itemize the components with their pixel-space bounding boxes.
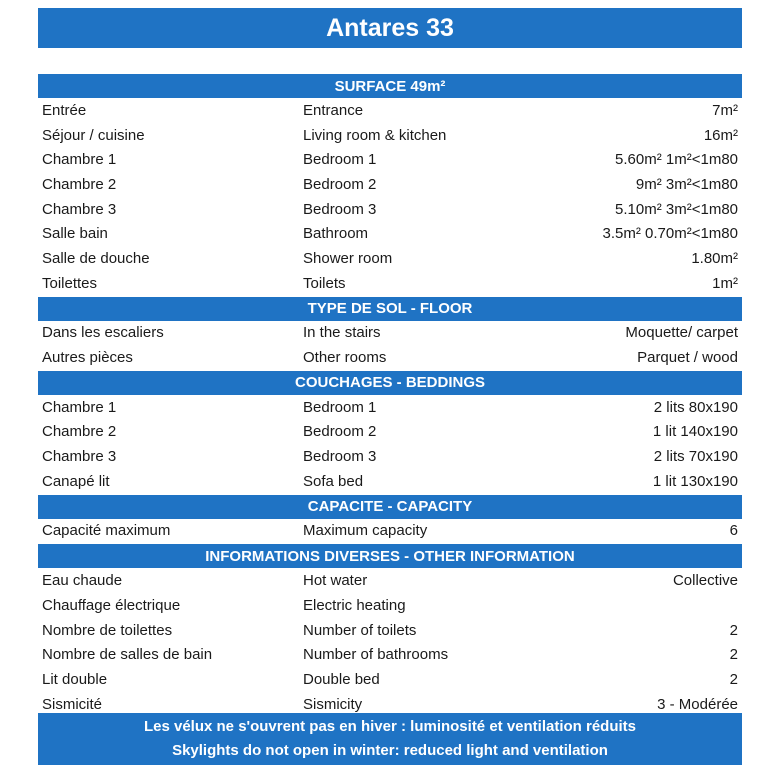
row-value: 2	[729, 646, 738, 664]
label-english: In the stairs	[303, 324, 381, 342]
section-header: CAPACITE - CAPACITY	[38, 494, 742, 519]
label-french: Chambre 2	[42, 175, 117, 193]
skylight-notice	[38, 713, 742, 765]
label-english: Bedroom 3	[303, 448, 377, 466]
label-french: Capacité maximum	[42, 522, 171, 540]
label-french: Eau chaude	[42, 572, 123, 590]
label-english: Bedroom 1	[303, 151, 377, 169]
row-value: 3.5m² 0.70m²<1m80	[602, 225, 738, 243]
table-row	[38, 395, 742, 420]
table-row	[38, 618, 742, 643]
label-english: Bedroom 2	[303, 175, 377, 193]
info-table	[38, 73, 742, 716]
section-header: SURFACE 49m²	[38, 73, 742, 98]
label-english: Double bed	[303, 670, 380, 688]
table-row	[38, 667, 742, 692]
table-row	[38, 568, 742, 593]
table-row	[38, 345, 742, 370]
label-french: Chambre 3	[42, 448, 117, 466]
table-row	[38, 271, 742, 296]
label-english: Bedroom 2	[303, 423, 377, 441]
row-value: 16m²	[703, 126, 738, 144]
row-value: 7m²	[712, 101, 738, 119]
label-french: Autres pièces	[42, 349, 133, 367]
label-english: Shower room	[303, 249, 393, 267]
label-french: Sismicité	[42, 695, 103, 713]
table-row	[38, 221, 742, 246]
label-french: Entrée	[42, 101, 87, 119]
row-value: 1 lit 130x190	[652, 472, 738, 490]
table-row	[38, 642, 742, 667]
table-row	[38, 98, 742, 123]
row-value: 1m²	[712, 274, 738, 292]
table-row	[38, 469, 742, 494]
notice-english: Skylights do not open in winter: reduced light and ventilation	[172, 742, 608, 759]
label-french: Lit double	[42, 670, 108, 688]
label-french: Séjour / cuisine	[42, 126, 145, 144]
label-french: Chambre 1	[42, 151, 117, 169]
row-value: Moquette/ carpet	[625, 324, 738, 342]
table-row	[38, 172, 742, 197]
row-value: Parquet / wood	[637, 349, 738, 367]
row-value: Collective	[672, 572, 738, 590]
label-english: Bedroom 1	[303, 398, 377, 416]
label-english: Other rooms	[303, 349, 387, 367]
table-row	[38, 444, 742, 469]
label-english: Entrance	[303, 101, 364, 119]
label-french: Chambre 2	[42, 423, 117, 441]
label-french: Nombre de toilettes	[42, 621, 173, 639]
row-value: 6	[729, 522, 738, 540]
table-row	[38, 519, 742, 544]
row-value: 1 lit 140x190	[652, 423, 738, 441]
row-value: 1.80m²	[691, 249, 738, 267]
label-english: Bedroom 3	[303, 200, 377, 218]
row-value: 2	[729, 621, 738, 639]
row-value: 5.10m² 3m²<1m80	[615, 200, 738, 218]
label-english: Sofa bed	[303, 472, 364, 490]
label-english: Toilets	[303, 274, 346, 292]
section-header: INFORMATIONS DIVERSES - OTHER INFORMATION	[38, 543, 742, 568]
label-french: Dans les escaliers	[42, 324, 164, 342]
label-french: Chambre 1	[42, 398, 117, 416]
label-english: Electric heating	[303, 596, 406, 614]
row-value: 3 - Modérée	[657, 695, 738, 713]
table-row	[38, 420, 742, 445]
section-header: COUCHAGES - BEDDINGS	[38, 370, 742, 395]
table-row	[38, 147, 742, 172]
label-french: Chambre 3	[42, 200, 117, 218]
label-french: Canapé lit	[42, 472, 110, 490]
label-english: Number of toilets	[303, 621, 417, 639]
label-french: Salle de douche	[42, 249, 150, 267]
label-english: Maximum capacity	[303, 522, 428, 540]
notice-french: Les vélux ne s'ouvrent pas en hiver : luminosité et ventilation réduits	[143, 718, 637, 735]
row-value: 2 lits 80x190	[653, 398, 738, 416]
row-value: 2 lits 70x190	[653, 448, 738, 466]
label-french: Toilettes	[42, 274, 98, 292]
row-value: 5.60m² 1m²<1m80	[615, 151, 738, 169]
label-english: Number of bathrooms	[303, 646, 449, 664]
table-row	[38, 321, 742, 346]
table-row	[38, 197, 742, 222]
page-title: Antares 33	[38, 8, 742, 48]
row-value: 2	[729, 670, 738, 688]
label-english: Hot water	[303, 572, 368, 590]
label-english: Sismicity	[303, 695, 363, 713]
label-french: Chauffage électrique	[42, 596, 181, 614]
table-row	[38, 123, 742, 148]
label-english: Bathroom	[303, 225, 369, 243]
table-row	[38, 246, 742, 271]
row-value: 9m² 3m²<1m80	[635, 175, 738, 193]
label-french: Salle bain	[42, 225, 108, 243]
section-header: TYPE DE SOL - FLOOR	[38, 296, 742, 321]
label-french: Nombre de salles de bain	[42, 646, 213, 664]
label-english: Living room & kitchen	[303, 126, 447, 144]
table-row	[38, 593, 742, 618]
